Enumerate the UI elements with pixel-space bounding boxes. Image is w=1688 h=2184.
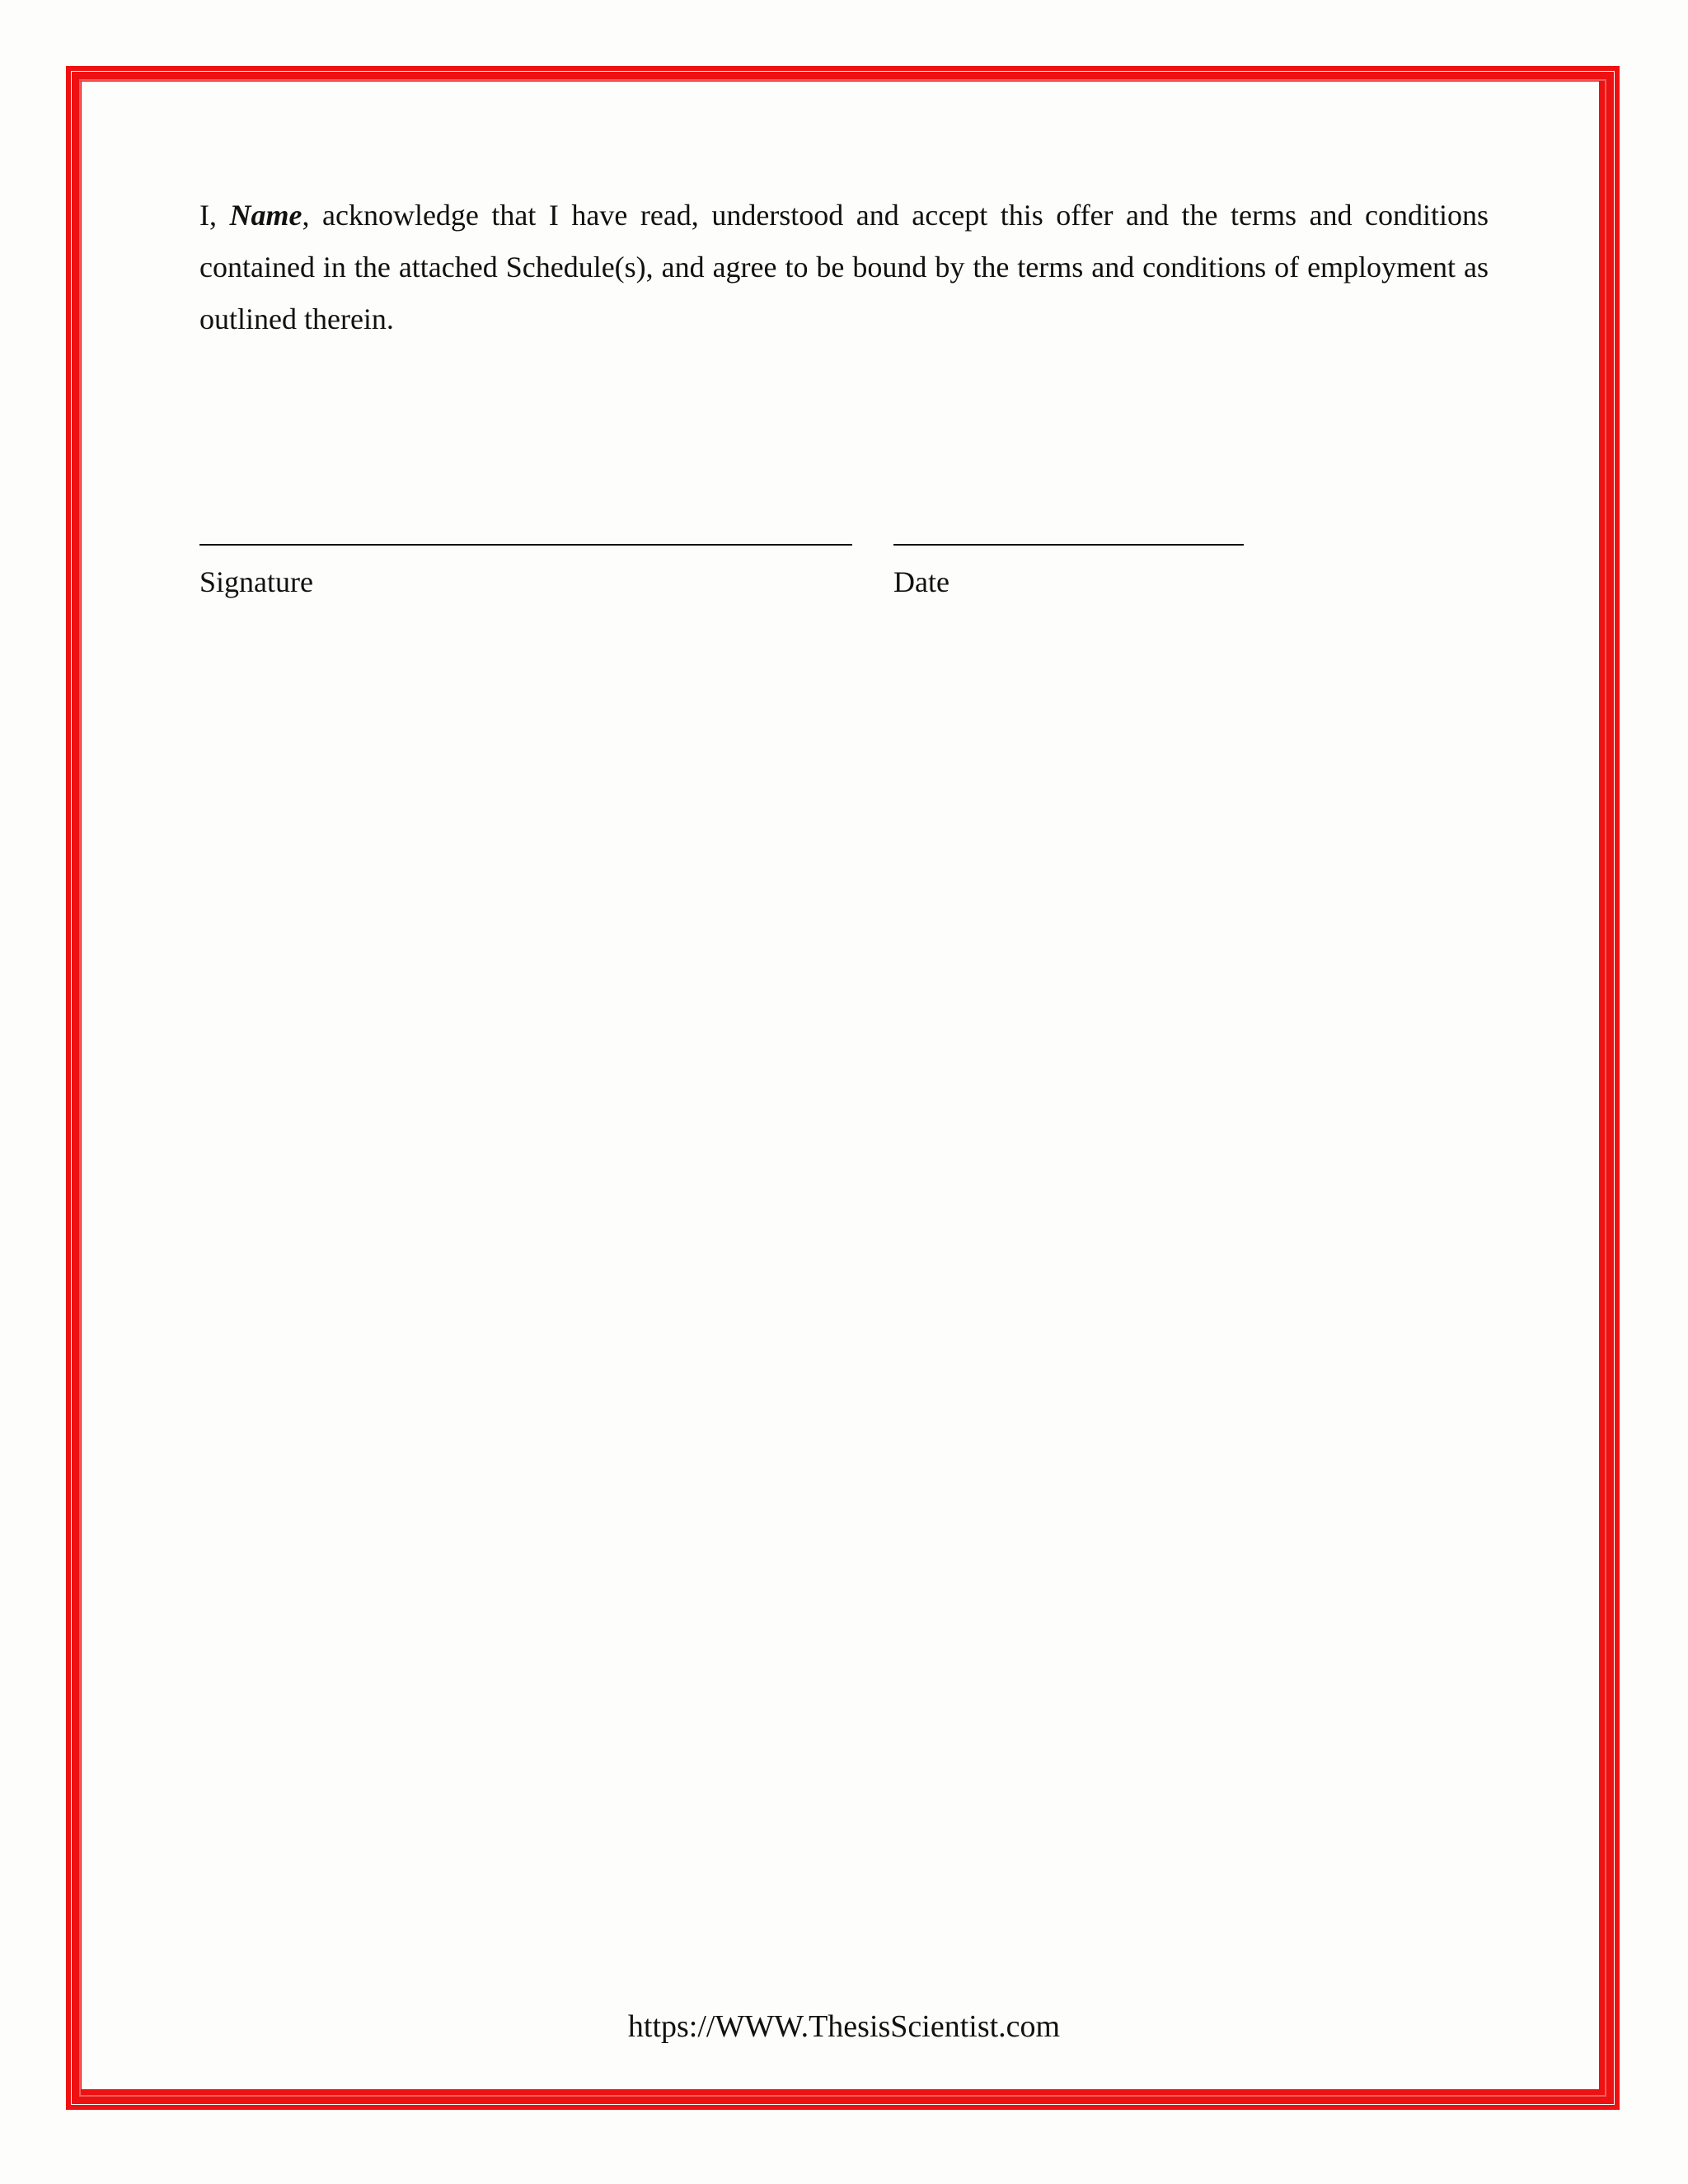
date-label: Date xyxy=(893,565,950,598)
date-line xyxy=(893,544,1244,546)
acknowledgement-prefix: I, xyxy=(199,199,230,232)
acknowledgement-paragraph xyxy=(199,190,1489,345)
signature-line xyxy=(199,544,852,546)
footer-url[interactable]: https://WWW.ThesisScientist.com xyxy=(627,2009,1061,2044)
name-placeholder: Name xyxy=(229,199,302,232)
signature-label: Signature xyxy=(199,565,313,598)
acknowledgement-body: , acknowledge that I have read, understood and accept this offer and the terms and conditions contained in the attached Schedule(s), and agree to be bound by the terms and conditions of employment as outlined therein. xyxy=(199,199,1489,335)
page-border-inner xyxy=(79,79,1606,2097)
